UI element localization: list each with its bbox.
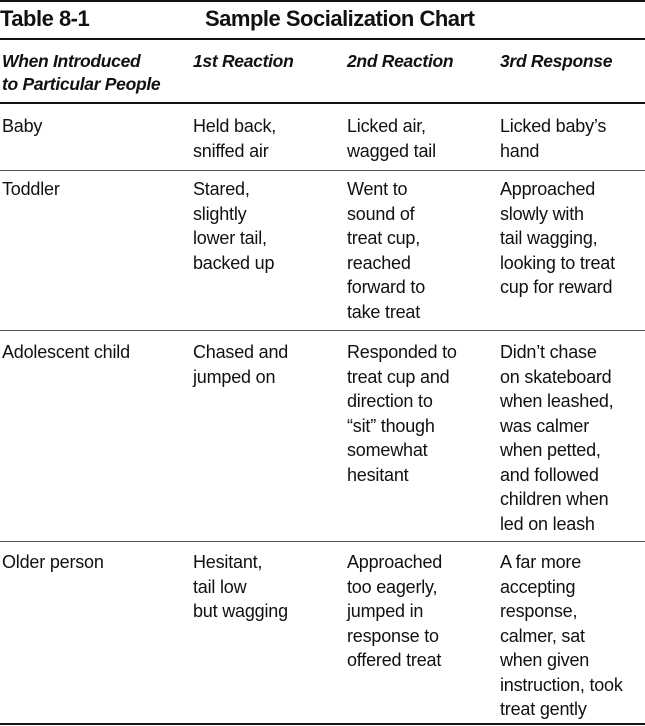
cell-second-reaction: Approached too eagerly, jumped in response to offered treat [347,552,443,670]
cell-person: Older person [2,552,104,572]
cell-second-reaction: Licked air, wagged tail [347,116,436,161]
header-rule [0,102,645,104]
header-second-reaction: 2nd Reaction [347,51,454,71]
cell-person: Adolescent child [2,342,130,362]
table-number: Table 8-1 [0,6,90,31]
cell-first-reaction: Hesitant, tail low but wagging [193,552,288,621]
table-title: Sample Socialization Chart [205,6,475,31]
cell-first-reaction: Stared, slightly lower tail, backed up [193,179,275,273]
cell-person: Toddler [2,179,60,199]
header-first-reaction: 1st Reaction [193,51,294,71]
header-third-response: 3rd Response [500,51,613,71]
table-row-baby [0,114,645,168]
table-row-older-person [0,550,645,722]
cell-first-reaction: Chased and jumped on [193,342,289,387]
header-row [0,40,645,102]
cell-second-reaction: Went to sound of treat cup, reached forward to take treat [347,179,426,322]
row-divider [0,170,645,171]
row-divider [0,330,645,331]
row-divider [0,541,645,542]
cell-person: Baby [2,116,43,136]
cell-second-reaction: Responded to treat cup and direction to “sit” though somewhat hesitant [347,342,457,485]
cell-third-response: Didn’t chase on skateboard when leashed, was calmer when petted, and followed children when led on leash [500,342,614,534]
bottom-rule [0,723,645,725]
cell-third-response: Licked baby’s hand [500,116,607,161]
cell-first-reaction: Held back, sniffed air [193,116,277,161]
table-row-toddler [0,177,645,327]
table-row-adolescent [0,340,645,536]
table-title-row [0,6,645,36]
top-rule [0,0,645,2]
cell-third-response: A far more accepting response, calmer, sat when given instruction, took treat gently [500,552,623,719]
header-person: When Introduced to Particular People [2,51,161,94]
cell-third-response: Approached slowly with tail wagging, looking to treat cup for reward [500,179,615,297]
